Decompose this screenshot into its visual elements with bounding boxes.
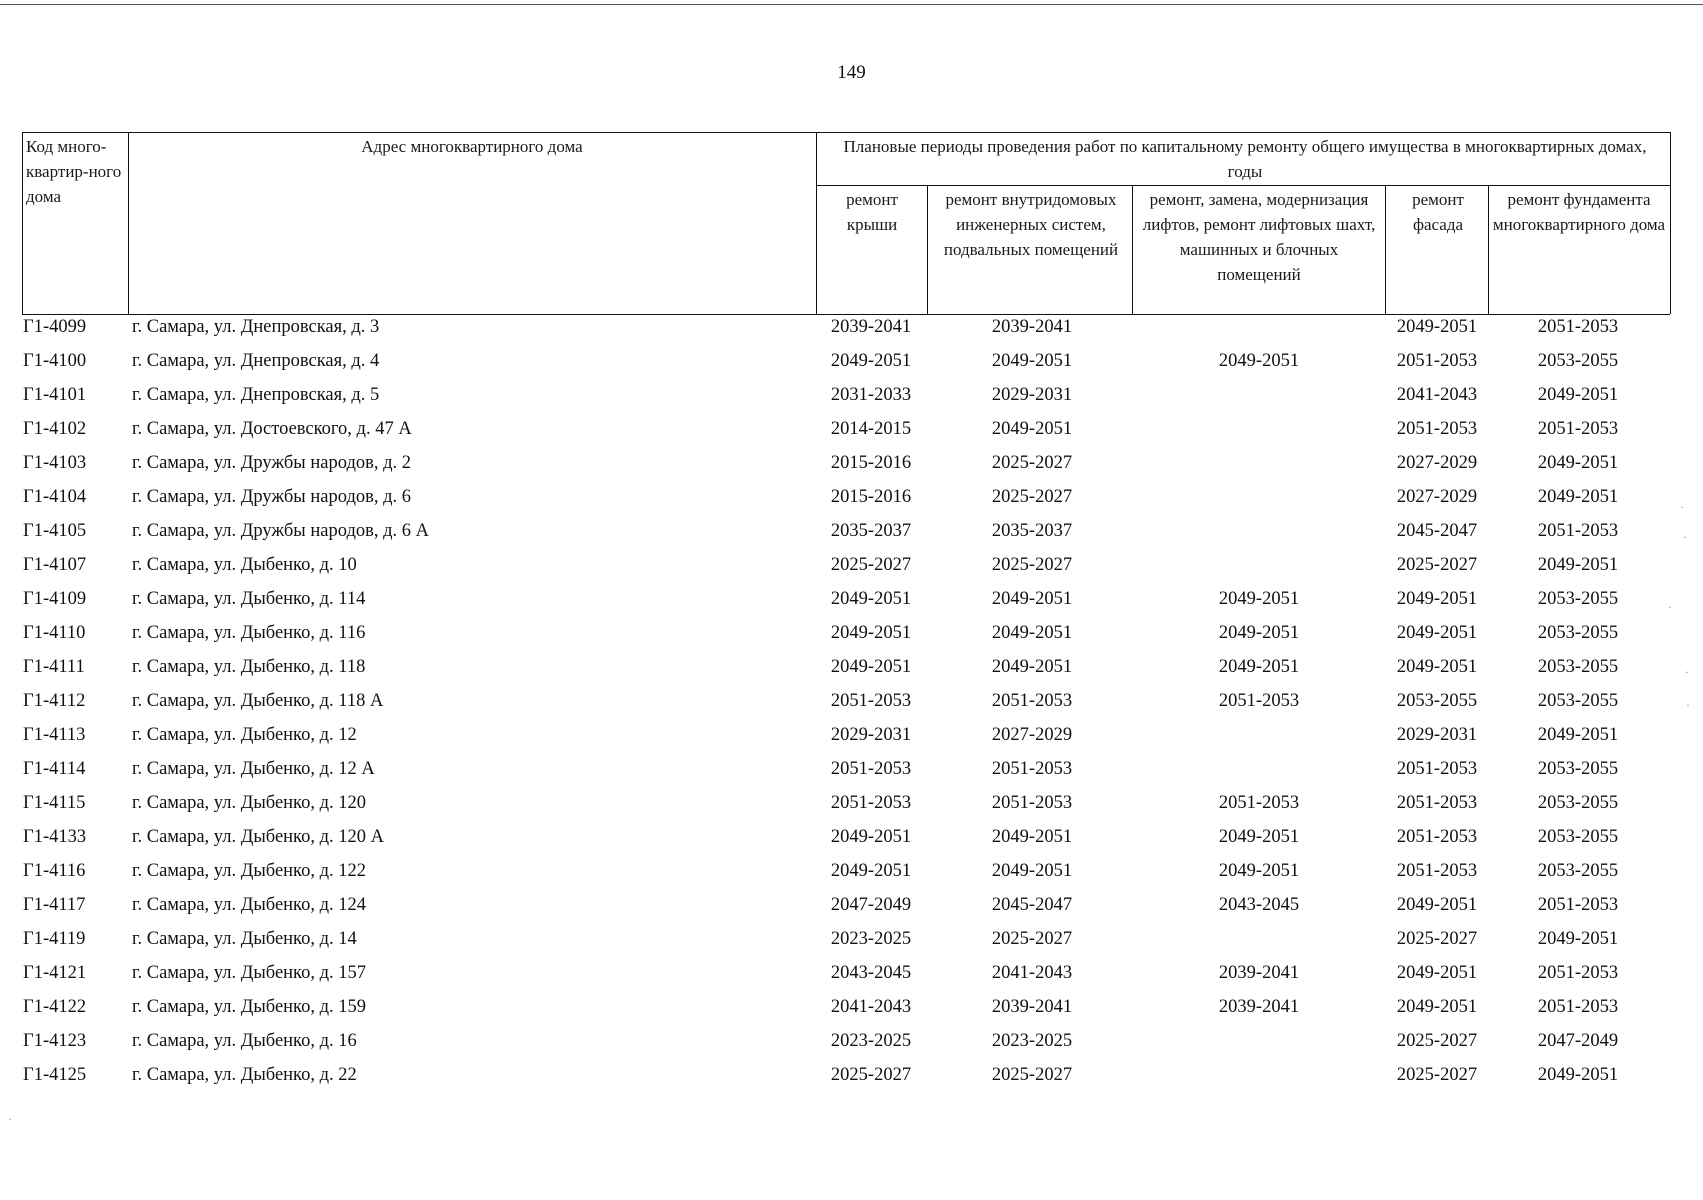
- table-row: [0, 724, 1703, 758]
- cell-roof: 2015-2016: [830, 453, 912, 473]
- cell-engineering: 2051-2053: [991, 759, 1073, 779]
- header-middle-border: [816, 185, 1670, 186]
- cell-facade: 2049-2051: [1396, 963, 1478, 983]
- cell-code: Г1-4122: [23, 997, 87, 1017]
- cell-engineering: 2029-2031: [991, 385, 1073, 405]
- cell-code: Г1-4117: [23, 895, 86, 915]
- cell-facade: 2025-2027: [1396, 1031, 1478, 1051]
- cell-code: Г1-4099: [23, 317, 87, 337]
- cell-engineering: 2041-2043: [991, 963, 1073, 983]
- cell-facade: 2049-2051: [1396, 895, 1478, 915]
- cell-roof: 2049-2051: [830, 623, 912, 643]
- cell-roof: 2049-2051: [830, 589, 912, 609]
- cell-code: Г1-4114: [23, 759, 86, 779]
- cell-address: г. Самара, ул. Дыбенко, д. 10: [132, 555, 357, 575]
- cell-roof: 2049-2051: [830, 861, 912, 881]
- cell-engineering: 2051-2053: [991, 793, 1073, 813]
- cell-code: Г1-4107: [23, 555, 87, 575]
- cell-lifts: 2039-2041: [1218, 963, 1300, 983]
- header-roof: ремонт крыши: [846, 190, 898, 234]
- cell-engineering: 2049-2051: [991, 589, 1073, 609]
- scan-speck: ·: [1668, 600, 1672, 614]
- cell-foundation: 2049-2051: [1537, 555, 1619, 575]
- table-row: [0, 554, 1703, 588]
- cell-roof: 2043-2045: [830, 963, 912, 983]
- cell-code: Г1-4115: [23, 793, 86, 813]
- table-row: [0, 962, 1703, 996]
- cell-facade: 2051-2053: [1396, 419, 1478, 439]
- cell-lifts: 2049-2051: [1218, 589, 1300, 609]
- cell-engineering: 2039-2041: [991, 317, 1073, 337]
- header-bottom-border: [22, 314, 1670, 315]
- cell-engineering: 2025-2027: [991, 929, 1073, 949]
- cell-address: г. Самара, ул. Днепровская, д. 4: [132, 351, 380, 371]
- table-row: [0, 792, 1703, 826]
- cell-engineering: 2035-2037: [991, 521, 1073, 541]
- cell-roof: 2049-2051: [830, 827, 912, 847]
- cell-address: г. Самара, ул. Дружбы народов, д. 6 А: [132, 521, 429, 541]
- cell-address: г. Самара, ул. Дыбенко, д. 124: [132, 895, 367, 915]
- cell-code: Г1-4104: [23, 487, 87, 507]
- cell-foundation: 2053-2055: [1537, 759, 1619, 779]
- cell-engineering: 2025-2027: [991, 1065, 1073, 1085]
- cell-roof: 2025-2027: [830, 555, 912, 575]
- cell-foundation: 2053-2055: [1537, 861, 1619, 881]
- header-divider: [128, 132, 129, 314]
- scan-speck: ·: [8, 1112, 12, 1126]
- cell-engineering: 2027-2029: [991, 725, 1073, 745]
- table-row: [0, 486, 1703, 520]
- cell-address: г. Самара, ул. Дыбенко, д. 157: [132, 963, 367, 983]
- cell-facade: 2041-2043: [1396, 385, 1478, 405]
- header-top-border: [22, 132, 1670, 133]
- cell-engineering: 2025-2027: [991, 555, 1073, 575]
- cell-roof: 2049-2051: [830, 657, 912, 677]
- cell-facade: 2051-2053: [1396, 827, 1478, 847]
- table-row: [0, 350, 1703, 384]
- cell-facade: 2053-2055: [1396, 691, 1478, 711]
- cell-address: г. Самара, ул. Дыбенко, д. 22: [132, 1065, 357, 1085]
- cell-roof: 2035-2037: [830, 521, 912, 541]
- cell-foundation: 2053-2055: [1537, 589, 1619, 609]
- cell-roof: 2023-2025: [830, 929, 912, 949]
- header-code: Код много-квартир-ного дома: [26, 137, 122, 206]
- cell-code: Г1-4111: [23, 657, 85, 677]
- header-foundation: ремонт фундамента многоквартирного дома: [1492, 190, 1666, 234]
- cell-address: г. Самара, ул. Дыбенко, д. 12 А: [132, 759, 375, 779]
- cell-roof: 2051-2053: [830, 759, 912, 779]
- cell-facade: 2049-2051: [1396, 623, 1478, 643]
- cell-code: Г1-4110: [23, 623, 86, 643]
- cell-foundation: 2049-2051: [1537, 453, 1619, 473]
- cell-code: Г1-4121: [23, 963, 87, 983]
- table-row: [0, 894, 1703, 928]
- cell-lifts: 2049-2051: [1218, 351, 1300, 371]
- page-number: 149: [837, 62, 866, 83]
- header-divider: [816, 132, 817, 314]
- cell-foundation: 2047-2049: [1537, 1031, 1619, 1051]
- cell-facade: 2029-2031: [1396, 725, 1478, 745]
- cell-address: г. Самара, ул. Дыбенко, д. 12: [132, 725, 357, 745]
- table-row: [0, 622, 1703, 656]
- cell-engineering: 2025-2027: [991, 487, 1073, 507]
- cell-address: г. Самара, ул. Дыбенко, д. 118: [132, 657, 366, 677]
- cell-code: Г1-4100: [23, 351, 87, 371]
- cell-address: г. Самара, ул. Достоевского, д. 47 А: [132, 419, 412, 439]
- cell-roof: 2047-2049: [830, 895, 912, 915]
- header-divider: [1488, 185, 1489, 314]
- cell-roof: 2051-2053: [830, 691, 912, 711]
- cell-address: г. Самара, ул. Дыбенко, д. 159: [132, 997, 367, 1017]
- cell-foundation: 2049-2051: [1537, 929, 1619, 949]
- table-row: [0, 316, 1703, 350]
- cell-engineering: 2051-2053: [991, 691, 1073, 711]
- cell-address: г. Самара, ул. Дыбенко, д. 116: [132, 623, 366, 643]
- cell-roof: 2049-2051: [830, 351, 912, 371]
- scan-speck: ·: [1683, 530, 1687, 544]
- header-address: Адрес многоквартирного дома: [361, 137, 583, 156]
- cell-address: г. Самара, ул. Дыбенко, д. 120 А: [132, 827, 384, 847]
- cell-address: г. Самара, ул. Дыбенко, д. 16: [132, 1031, 357, 1051]
- cell-lifts: 2039-2041: [1218, 997, 1300, 1017]
- header-facade: ремонт фасада: [1412, 190, 1464, 234]
- cell-lifts: 2049-2051: [1218, 657, 1300, 677]
- table-row: [0, 520, 1703, 554]
- cell-address: г. Самара, ул. Дружбы народов, д. 6: [132, 487, 411, 507]
- cell-roof: 2039-2041: [830, 317, 912, 337]
- cell-address: г. Самара, ул. Дыбенко, д. 118 А: [132, 691, 384, 711]
- cell-roof: 2051-2053: [830, 793, 912, 813]
- cell-facade: 2025-2027: [1396, 555, 1478, 575]
- cell-code: Г1-4101: [23, 385, 87, 405]
- header-divider: [1385, 185, 1386, 314]
- cell-engineering: 2049-2051: [991, 351, 1073, 371]
- cell-engineering: 2045-2047: [991, 895, 1073, 915]
- table-row: [0, 452, 1703, 486]
- cell-foundation: 2051-2053: [1537, 963, 1619, 983]
- cell-roof: 2023-2025: [830, 1031, 912, 1051]
- cell-facade: 2025-2027: [1396, 929, 1478, 949]
- cell-foundation: 2053-2055: [1537, 351, 1619, 371]
- header-divider: [1670, 132, 1671, 314]
- cell-foundation: 2051-2053: [1537, 895, 1619, 915]
- cell-roof: 2031-2033: [830, 385, 912, 405]
- table-row: [0, 996, 1703, 1030]
- cell-code: Г1-4133: [23, 827, 87, 847]
- cell-foundation: 2053-2055: [1537, 691, 1619, 711]
- cell-foundation: 2053-2055: [1537, 623, 1619, 643]
- cell-lifts: 2049-2051: [1218, 827, 1300, 847]
- header-divider: [1132, 185, 1133, 314]
- cell-code: Г1-4113: [23, 725, 86, 745]
- cell-foundation: 2049-2051: [1537, 1065, 1619, 1085]
- scan-speck: ·: [1686, 698, 1690, 712]
- header-divider: [927, 185, 928, 314]
- cell-engineering: 2039-2041: [991, 997, 1073, 1017]
- cell-lifts: 2051-2053: [1218, 691, 1300, 711]
- table-row: [0, 690, 1703, 724]
- table-row: [0, 758, 1703, 792]
- cell-engineering: 2049-2051: [991, 623, 1073, 643]
- cell-address: г. Самара, ул. Дыбенко, д. 120: [132, 793, 367, 813]
- cell-lifts: 2051-2053: [1218, 793, 1300, 813]
- cell-code: Г1-4105: [23, 521, 87, 541]
- cell-facade: 2027-2029: [1396, 453, 1478, 473]
- cell-foundation: 2053-2055: [1537, 827, 1619, 847]
- table-row: [0, 588, 1703, 622]
- table-row: [0, 860, 1703, 894]
- cell-facade: 2051-2053: [1396, 793, 1478, 813]
- cell-facade: 2045-2047: [1396, 521, 1478, 541]
- scan-speck: ·: [1680, 500, 1684, 514]
- cell-facade: 2049-2051: [1396, 657, 1478, 677]
- cell-engineering: 2049-2051: [991, 657, 1073, 677]
- cell-roof: 2029-2031: [830, 725, 912, 745]
- cell-code: Г1-4123: [23, 1031, 87, 1051]
- table-header-grid: [0, 0, 1703, 320]
- cell-facade: 2049-2051: [1396, 589, 1478, 609]
- cell-facade: 2049-2051: [1396, 317, 1478, 337]
- cell-roof: 2025-2027: [830, 1065, 912, 1085]
- cell-foundation: 2051-2053: [1537, 317, 1619, 337]
- cell-code: Г1-4103: [23, 453, 87, 473]
- table-row: [0, 928, 1703, 962]
- header-lifts: ремонт, замена, модернизация лифтов, ремонт лифтовых шахт, машинных и блочных помещений: [1142, 190, 1376, 284]
- cell-engineering: 2025-2027: [991, 453, 1073, 473]
- cell-facade: 2051-2053: [1396, 759, 1478, 779]
- table-row: [0, 384, 1703, 418]
- cell-foundation: 2051-2053: [1537, 419, 1619, 439]
- cell-foundation: 2051-2053: [1537, 997, 1619, 1017]
- cell-foundation: 2053-2055: [1537, 657, 1619, 677]
- header-divider: [22, 132, 23, 314]
- cell-code: Г1-4119: [23, 929, 86, 949]
- header-engineering: ремонт внутридомовых инженерных систем, подвальных помещений: [943, 190, 1119, 259]
- cell-facade: 2051-2053: [1396, 861, 1478, 881]
- table-row: [0, 826, 1703, 860]
- cell-address: г. Самара, ул. Дружбы народов, д. 2: [132, 453, 411, 473]
- cell-code: Г1-4109: [23, 589, 87, 609]
- cell-facade: 2025-2027: [1396, 1065, 1478, 1085]
- cell-code: Г1-4125: [23, 1065, 87, 1085]
- cell-engineering: 2049-2051: [991, 419, 1073, 439]
- cell-address: г. Самара, ул. Днепровская, д. 5: [132, 385, 380, 405]
- cell-engineering: 2023-2025: [991, 1031, 1073, 1051]
- cell-facade: 2027-2029: [1396, 487, 1478, 507]
- cell-engineering: 2049-2051: [991, 861, 1073, 881]
- cell-lifts: 2049-2051: [1218, 623, 1300, 643]
- table-row: [0, 418, 1703, 452]
- table-row: [0, 656, 1703, 690]
- table-row: [0, 1064, 1703, 1098]
- cell-foundation: 2051-2053: [1537, 521, 1619, 541]
- cell-lifts: 2049-2051: [1218, 861, 1300, 881]
- cell-address: г. Самара, ул. Дыбенко, д. 114: [132, 589, 366, 609]
- cell-code: Г1-4112: [23, 691, 86, 711]
- cell-foundation: 2049-2051: [1537, 725, 1619, 745]
- header-periods-group: Плановые периоды проведения работ по капитальному ремонту общего имущества в многоквартирных домах, годы: [843, 137, 1647, 181]
- cell-roof: 2041-2043: [830, 997, 912, 1017]
- cell-foundation: 2049-2051: [1537, 487, 1619, 507]
- cell-roof: 2014-2015: [830, 419, 912, 439]
- cell-lifts: 2043-2045: [1218, 895, 1300, 915]
- cell-code: Г1-4102: [23, 419, 87, 439]
- table-row: [0, 1030, 1703, 1064]
- cell-engineering: 2049-2051: [991, 827, 1073, 847]
- scan-speck: ·: [1685, 665, 1689, 679]
- cell-foundation: 2053-2055: [1537, 793, 1619, 813]
- cell-foundation: 2049-2051: [1537, 385, 1619, 405]
- cell-code: Г1-4116: [23, 861, 86, 881]
- cell-roof: 2015-2016: [830, 487, 912, 507]
- cell-address: г. Самара, ул. Дыбенко, д. 14: [132, 929, 357, 949]
- cell-facade: 2049-2051: [1396, 997, 1478, 1017]
- cell-address: г. Самара, ул. Дыбенко, д. 122: [132, 861, 367, 881]
- cell-facade: 2051-2053: [1396, 351, 1478, 371]
- cell-address: г. Самара, ул. Днепровская, д. 3: [132, 317, 380, 337]
